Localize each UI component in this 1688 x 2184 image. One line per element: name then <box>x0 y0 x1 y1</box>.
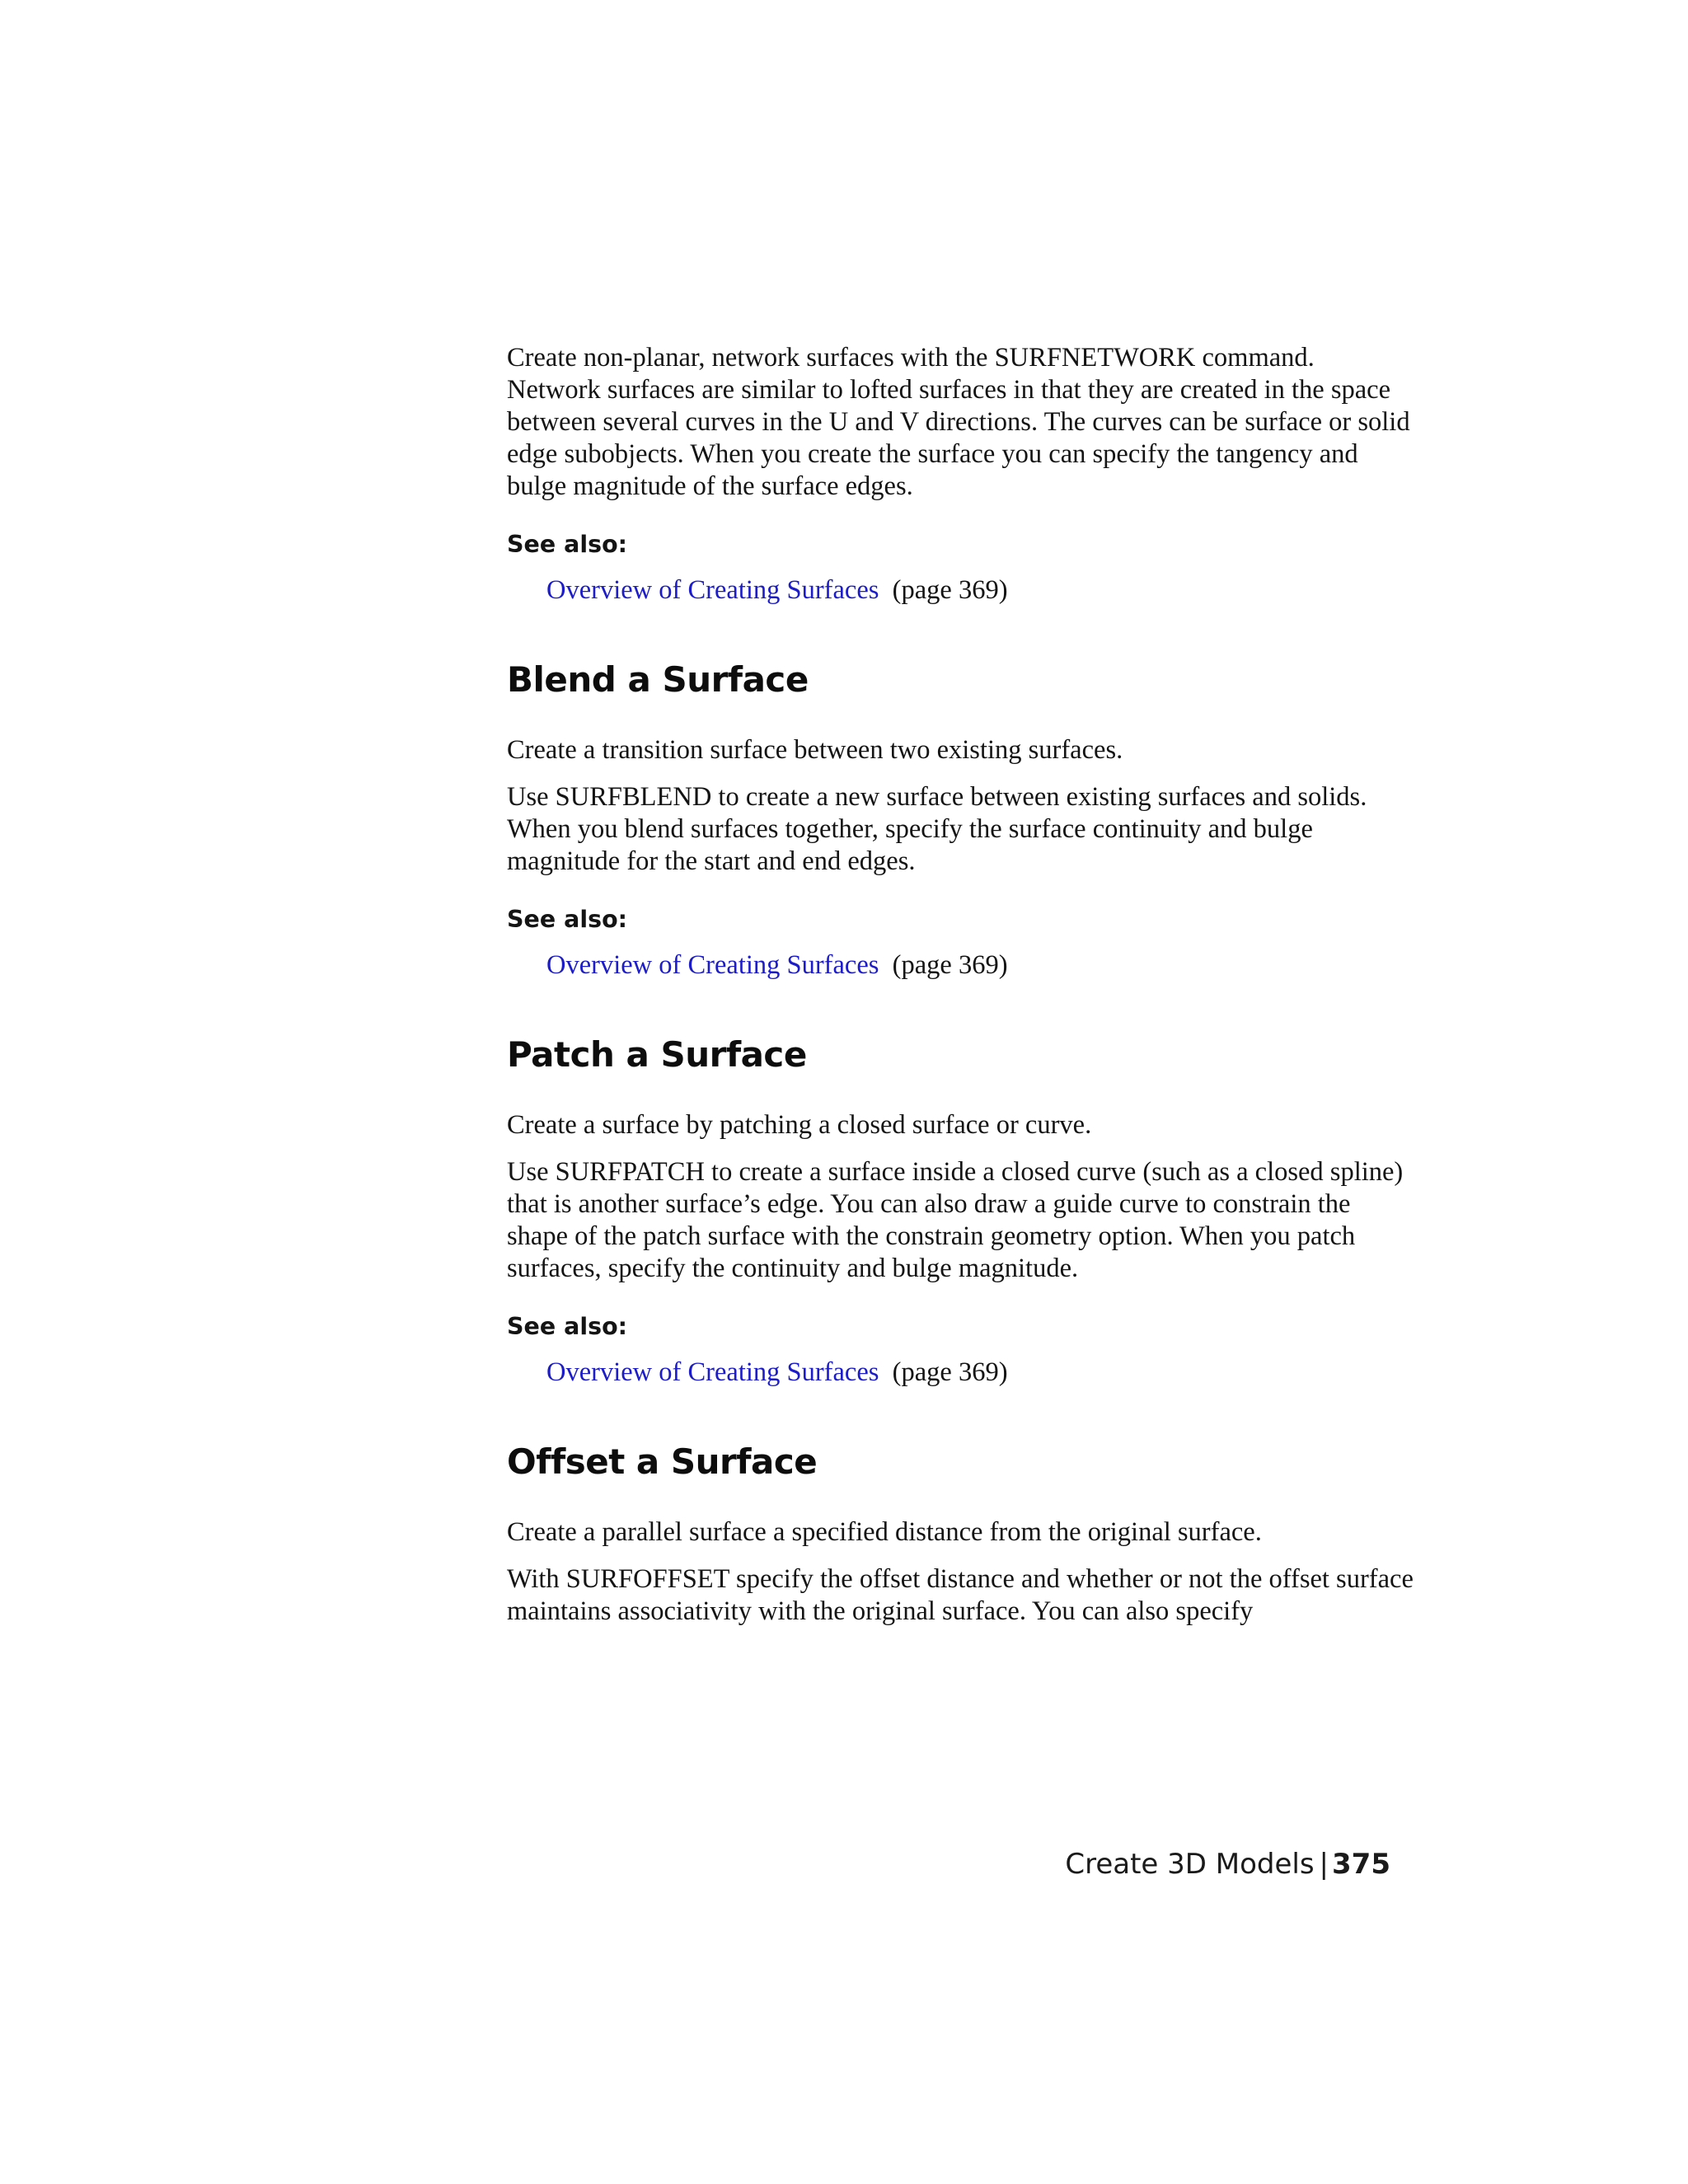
see-also-reference <box>546 574 1414 607</box>
section-title-blend: Blend a Surface <box>507 659 809 700</box>
overview-creating-surfaces-link[interactable]: Overview of Creating Surfaces <box>546 950 879 980</box>
see-also-reference <box>546 949 1414 982</box>
page-reference: (page 369) <box>892 950 1008 980</box>
footer-separator: | <box>1319 1848 1329 1881</box>
section-paragraph-patch: Use SURFPATCH to create a surface inside a closed curve (such as a closed spline) that is another surface’s edge. You can also draw a guide curve to constrain the shape of the patch surface with the constrain geometry option. When you patch surfaces, specify the continuity and bulge magnitude. <box>507 1157 1404 1283</box>
section-summary-offset: Create a parallel surface a specified distance from the original surface. <box>507 1517 1262 1547</box>
section-title-patch: Patch a Surface <box>507 1034 807 1075</box>
footer-chapter-title: Create 3D Models <box>1065 1848 1315 1881</box>
page-reference: (page 369) <box>892 1357 1008 1387</box>
section-paragraph-blend: Use SURFBLEND to create a new surface between existing surfaces and solids. When you blend surfaces together, specify the surface continuity and bulge magnitude for the start and end edges. <box>507 782 1367 876</box>
page-reference: (page 369) <box>892 575 1008 605</box>
overview-creating-surfaces-link[interactable]: Overview of Creating Surfaces <box>546 575 879 605</box>
see-also-label: See also: <box>507 906 628 933</box>
page-number: 375 <box>1332 1848 1390 1881</box>
page-footer <box>1065 1846 1390 1882</box>
section-summary-blend: Create a transition surface between two existing surfaces. <box>507 735 1123 765</box>
see-also-label: See also: <box>507 1313 628 1340</box>
section-title-offset: Offset a Surface <box>507 1441 818 1482</box>
page-content <box>507 342 1414 1628</box>
intro-paragraph: Create non-planar, network surfaces with the SURFNETWORK command. Network surfaces are similar to lofted surfaces in that they are created in the space between several curves in the U and V directions. The curves can be surface or solid edge subobjects. When you create the surface you can specify the tangency and bulge magnitude of the surface edges. <box>507 343 1410 501</box>
overview-creating-surfaces-link[interactable]: Overview of Creating Surfaces <box>546 1357 879 1387</box>
section-paragraph-offset: With SURFOFFSET specify the offset distance and whether or not the offset surface maintains associativity with the original surface. You can also specify <box>507 1564 1414 1626</box>
section-summary-patch: Create a surface by patching a closed surface or curve. <box>507 1110 1092 1140</box>
see-also-label: See also: <box>507 531 628 558</box>
see-also-reference <box>546 1357 1414 1389</box>
